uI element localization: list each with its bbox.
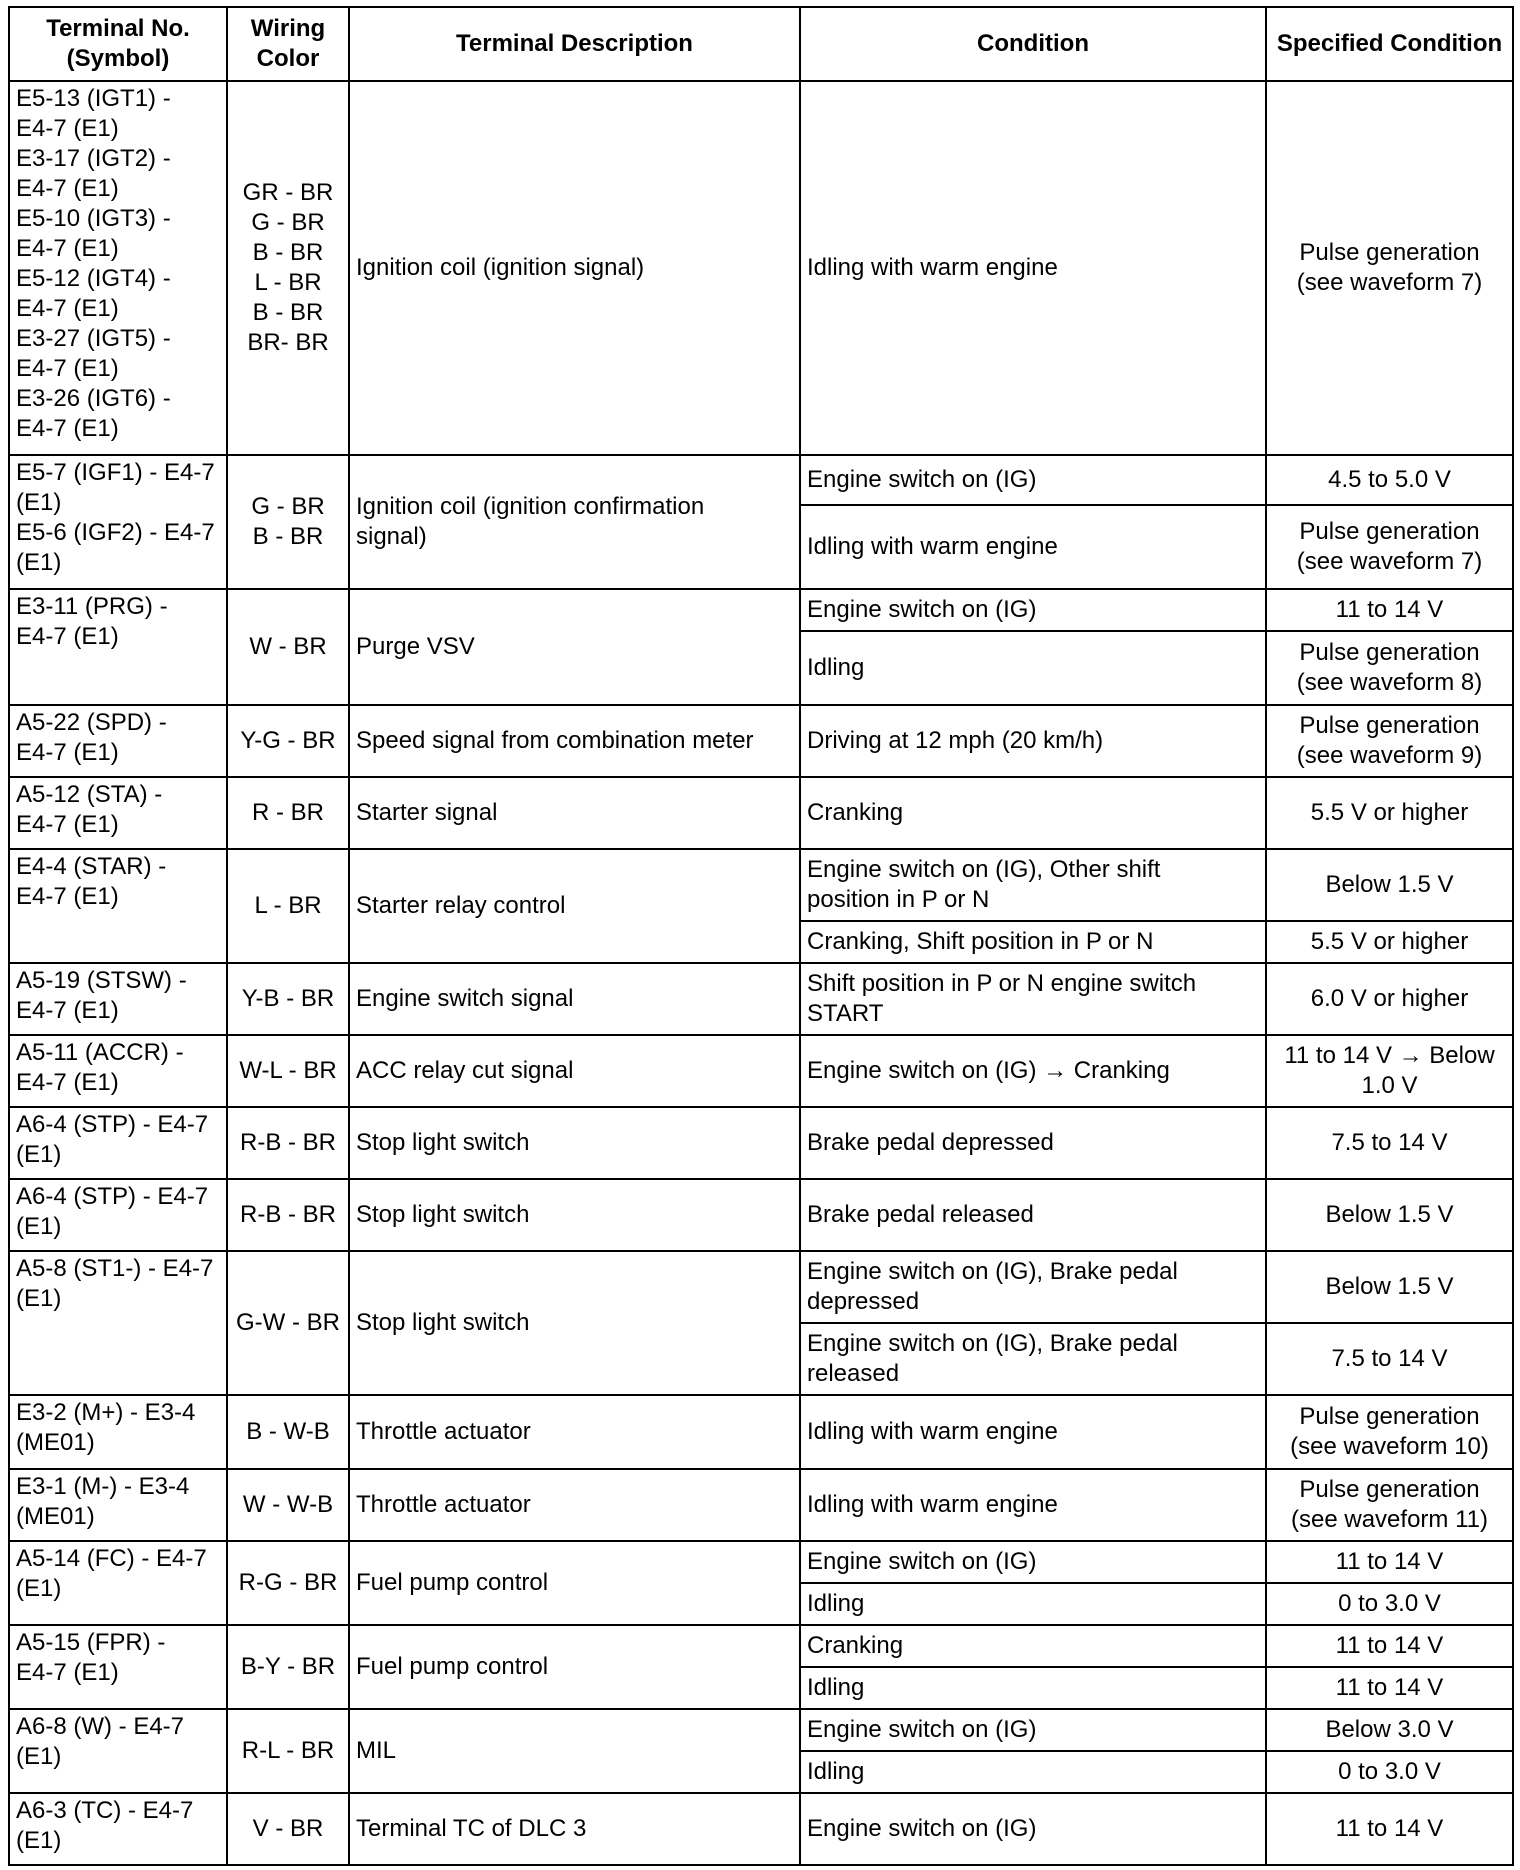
wiring-color-cell: R-B - BR [227, 1107, 349, 1179]
description-cell: Purge VSV [349, 589, 800, 705]
description-cell: Ignition coil (ignition signal) [349, 81, 800, 455]
description-cell: Ignition coil (ignition confirmation signal) [349, 455, 800, 589]
terminal-cell: A5-12 (STA) - E4-7 (E1) [9, 777, 227, 849]
terminal-cell: A6-8 (W) - E4-7 (E1) [9, 1709, 227, 1793]
terminal-cell: A5-11 (ACCR) - E4-7 (E1) [9, 1035, 227, 1107]
condition-cell: Idling [800, 1751, 1266, 1793]
condition-cell: Engine switch on (IG) → Cranking [800, 1035, 1266, 1107]
table-row [9, 1469, 1513, 1541]
condition-cell: Engine switch on (IG) [800, 1541, 1266, 1583]
specified-condition-cell: Below 1.5 V [1266, 849, 1513, 921]
table-row [9, 1541, 1513, 1583]
table-row [9, 1625, 1513, 1667]
wiring-color-cell: GR - BR G - BR B - BR L - BR B - BR BR- BR [227, 81, 349, 455]
condition-cell: Engine switch on (IG) [800, 1709, 1266, 1751]
terminal-cell: E5-13 (IGT1) - E4-7 (E1) E3-17 (IGT2) - E4-7 (E1) E5-10 (IGT3) - E4-7 (E1) E5-12 (IGT4) - E4-7 (E1) E3-27 (IGT5) - E4-7 (E1) E3-26 (IGT6) - E4-7 (E1) [9, 81, 227, 455]
table-row [9, 1035, 1513, 1107]
table-row [9, 1709, 1513, 1751]
description-cell: Starter signal [349, 777, 800, 849]
header-wiring: Wiring Color [227, 7, 349, 81]
specified-condition-cell: 0 to 3.0 V [1266, 1751, 1513, 1793]
specified-condition-cell: 11 to 14 V [1266, 1667, 1513, 1709]
specified-condition-cell: 7.5 to 14 V [1266, 1323, 1513, 1395]
condition-cell: Idling [800, 631, 1266, 705]
wiring-color-cell: G - BR B - BR [227, 455, 349, 589]
table-row [9, 1179, 1513, 1251]
specified-condition-cell: Pulse generation (see waveform 8) [1266, 631, 1513, 705]
condition-cell: Engine switch on (IG), Other shift position in P or N [800, 849, 1266, 921]
terminal-cell: E3-1 (M-) - E3-4 (ME01) [9, 1469, 227, 1541]
condition-cell: Idling with warm engine [800, 1469, 1266, 1541]
description-cell: Stop light switch [349, 1107, 800, 1179]
wiring-color-cell: R - BR [227, 777, 349, 849]
wiring-color-cell: W - BR [227, 589, 349, 705]
table-row [9, 1107, 1513, 1179]
header-terminal: Terminal No. (Symbol) [9, 7, 227, 81]
description-cell: Terminal TC of DLC 3 [349, 1793, 800, 1865]
terminal-cell: A6-3 (TC) - E4-7 (E1) [9, 1793, 227, 1865]
terminal-cell: E4-4 (STAR) - E4-7 (E1) [9, 849, 227, 963]
table-row [9, 705, 1513, 777]
condition-cell: Brake pedal depressed [800, 1107, 1266, 1179]
table-row [9, 455, 1513, 505]
table-row [9, 849, 1513, 921]
condition-cell: Brake pedal released [800, 1179, 1266, 1251]
description-cell: ACC relay cut signal [349, 1035, 800, 1107]
table-row [9, 1395, 1513, 1469]
terminal-cell: E3-2 (M+) - E3-4 (ME01) [9, 1395, 227, 1469]
terminal-spec-table [8, 6, 1514, 1866]
condition-cell: Engine switch on (IG), Brake pedal released [800, 1323, 1266, 1395]
specified-condition-cell: Below 1.5 V [1266, 1179, 1513, 1251]
condition-cell: Engine switch on (IG) [800, 1793, 1266, 1865]
terminal-cell: A5-14 (FC) - E4-7 (E1) [9, 1541, 227, 1625]
wiring-color-cell: W-L - BR [227, 1035, 349, 1107]
specified-condition-cell: Pulse generation (see waveform 7) [1266, 81, 1513, 455]
condition-cell: Driving at 12 mph (20 km/h) [800, 705, 1266, 777]
description-cell: Throttle actuator [349, 1395, 800, 1469]
description-cell: Speed signal from combination meter [349, 705, 800, 777]
terminal-cell: A6-4 (STP) - E4-7 (E1) [9, 1179, 227, 1251]
specified-condition-cell: Pulse generation (see waveform 10) [1266, 1395, 1513, 1469]
specified-condition-cell: 6.0 V or higher [1266, 963, 1513, 1035]
specified-condition-cell: 0 to 3.0 V [1266, 1583, 1513, 1625]
terminal-cell: A5-22 (SPD) - E4-7 (E1) [9, 705, 227, 777]
condition-cell: Cranking [800, 1625, 1266, 1667]
table-row [9, 963, 1513, 1035]
wiring-color-cell: R-G - BR [227, 1541, 349, 1625]
specified-condition-cell: 5.5 V or higher [1266, 921, 1513, 963]
condition-cell: Cranking, Shift position in P or N [800, 921, 1266, 963]
description-cell: Fuel pump control [349, 1625, 800, 1709]
condition-cell: Engine switch on (IG), Brake pedal depressed [800, 1251, 1266, 1323]
description-cell: Engine switch signal [349, 963, 800, 1035]
terminal-cell: E3-11 (PRG) - E4-7 (E1) [9, 589, 227, 705]
terminal-cell: A5-19 (STSW) - E4-7 (E1) [9, 963, 227, 1035]
specified-condition-cell: 5.5 V or higher [1266, 777, 1513, 849]
table-row [9, 777, 1513, 849]
wiring-color-cell: W - W-B [227, 1469, 349, 1541]
wiring-color-cell: L - BR [227, 849, 349, 963]
terminal-cell: E5-7 (IGF1) - E4-7 (E1) E5-6 (IGF2) - E4-7 (E1) [9, 455, 227, 589]
description-cell: MIL [349, 1709, 800, 1793]
condition-cell: Engine switch on (IG) [800, 455, 1266, 505]
description-cell: Stop light switch [349, 1179, 800, 1251]
wiring-color-cell: B-Y - BR [227, 1625, 349, 1709]
table-body [9, 81, 1513, 1865]
condition-cell: Idling [800, 1583, 1266, 1625]
header-specified: Specified Condition [1266, 7, 1513, 81]
specified-condition-cell: Below 1.5 V [1266, 1251, 1513, 1323]
wiring-color-cell: B - W-B [227, 1395, 349, 1469]
condition-cell: Idling with warm engine [800, 1395, 1266, 1469]
specified-condition-cell: 11 to 14 V [1266, 1625, 1513, 1667]
condition-cell: Shift position in P or N engine switch START [800, 963, 1266, 1035]
specified-condition-cell: 11 to 14 V [1266, 1793, 1513, 1865]
terminal-cell: A6-4 (STP) - E4-7 (E1) [9, 1107, 227, 1179]
specified-condition-cell: Pulse generation (see waveform 11) [1266, 1469, 1513, 1541]
wiring-color-cell: Y-B - BR [227, 963, 349, 1035]
table-row [9, 81, 1513, 455]
header-row [9, 7, 1513, 81]
description-cell: Starter relay control [349, 849, 800, 963]
header-description: Terminal Description [349, 7, 800, 81]
condition-cell: Idling [800, 1667, 1266, 1709]
description-cell: Stop light switch [349, 1251, 800, 1395]
wiring-color-cell: R-B - BR [227, 1179, 349, 1251]
specified-condition-cell: 11 to 14 V [1266, 1541, 1513, 1583]
terminal-cell: A5-15 (FPR) - E4-7 (E1) [9, 1625, 227, 1709]
specified-condition-cell: 7.5 to 14 V [1266, 1107, 1513, 1179]
table-row [9, 1251, 1513, 1323]
condition-cell: Cranking [800, 777, 1266, 849]
specified-condition-cell: 11 to 14 V [1266, 589, 1513, 631]
specified-condition-cell: 11 to 14 V → Below 1.0 V [1266, 1035, 1513, 1107]
wiring-color-cell: Y-G - BR [227, 705, 349, 777]
wiring-color-cell: G-W - BR [227, 1251, 349, 1395]
specified-condition-cell: Pulse generation (see waveform 7) [1266, 505, 1513, 589]
specified-condition-cell: Below 3.0 V [1266, 1709, 1513, 1751]
condition-cell: Idling with warm engine [800, 81, 1266, 455]
table-row [9, 589, 1513, 631]
terminal-cell: A5-8 (ST1-) - E4-7 (E1) [9, 1251, 227, 1395]
condition-cell: Idling with warm engine [800, 505, 1266, 589]
specified-condition-cell: 4.5 to 5.0 V [1266, 455, 1513, 505]
description-cell: Throttle actuator [349, 1469, 800, 1541]
table-row [9, 1793, 1513, 1865]
wiring-color-cell: R-L - BR [227, 1709, 349, 1793]
condition-cell: Engine switch on (IG) [800, 589, 1266, 631]
header-condition: Condition [800, 7, 1266, 81]
wiring-color-cell: V - BR [227, 1793, 349, 1865]
specified-condition-cell: Pulse generation (see waveform 9) [1266, 705, 1513, 777]
description-cell: Fuel pump control [349, 1541, 800, 1625]
